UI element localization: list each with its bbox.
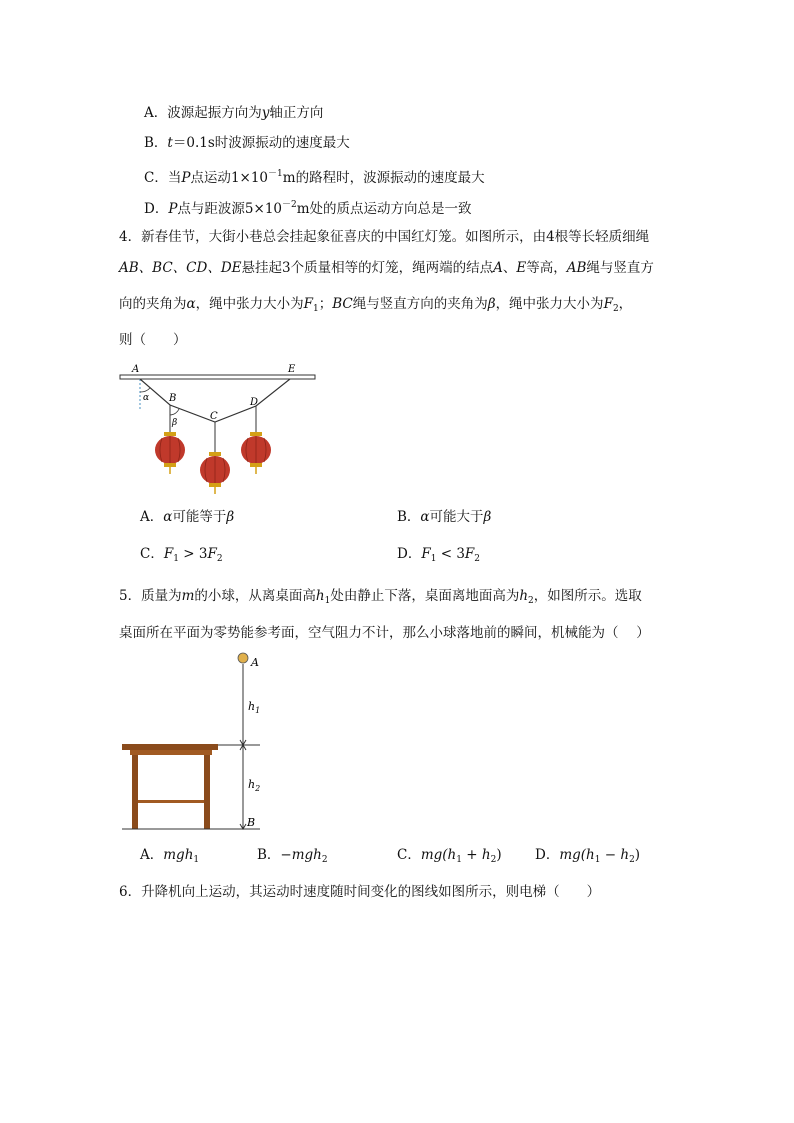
q4-option-d[interactable]: D．$F_1 < 3F_2$ bbox=[397, 546, 481, 564]
q3-option-c[interactable]: C．当P点运动$1\times 10^{-1}m$的路程时，波源振动的速度最大 bbox=[144, 169, 485, 186]
label-h2: $h_2$ bbox=[248, 778, 261, 793]
table-apron bbox=[130, 750, 212, 755]
label-a: A bbox=[251, 656, 259, 669]
label-h1: $h_1$ bbox=[248, 700, 261, 715]
q5-option-d[interactable]: D．$mg(h_1 - h_2)$ bbox=[535, 847, 641, 865]
q5-stem-line1: 5．质量为m的小球，从离桌面高$h_1$处由静止下落，桌面离地面高为$h_2$，如图所示。选取 bbox=[119, 588, 642, 606]
q4-stem-line4: 则（ ） bbox=[119, 332, 187, 348]
alpha-arc bbox=[140, 388, 150, 392]
label-a: A bbox=[132, 364, 140, 375]
table-rail bbox=[138, 800, 204, 803]
label-c: C bbox=[210, 411, 218, 422]
ceiling-beam bbox=[120, 375, 315, 379]
q5-option-c[interactable]: C．$mg(h_1 + h_2)$ bbox=[397, 847, 502, 865]
label-beta: β bbox=[172, 418, 178, 428]
falling-ball-figure bbox=[120, 648, 280, 838]
label-b: B bbox=[247, 816, 256, 829]
label-e: E bbox=[288, 364, 296, 375]
beta-arc bbox=[170, 409, 179, 415]
q3-option-a[interactable]: A．波源起振方向为y轴正方向 bbox=[144, 105, 324, 121]
q4-stem-line1: 4．新春佳节，大街小巷总会挂起象征喜庆的中国红灯笼。如图所示，由4根等长轻质细绳 bbox=[119, 229, 650, 245]
q4-stem-line2: AB、BC、CD、DE悬挂起3个质量相等的灯笼，绳两端的结点A、E等高，AB绳与竖直方 bbox=[119, 260, 654, 276]
lantern-middle bbox=[200, 452, 230, 494]
table-top bbox=[122, 744, 218, 750]
lantern-left bbox=[155, 432, 185, 474]
q3-option-d[interactable]: D．P点与距波源$5\times 10^{-2}m$处的质点运动方向总是一致 bbox=[144, 200, 472, 217]
q3-option-b[interactable]: B．t＝0.1s时波源振动的速度最大 bbox=[144, 135, 350, 151]
label-alpha: α bbox=[143, 393, 150, 403]
q4-option-b[interactable]: B．α可能大于β bbox=[397, 509, 492, 525]
lantern-figure bbox=[118, 360, 318, 500]
label-b: B bbox=[169, 393, 177, 404]
q4-option-c[interactable]: C．$F_1 > 3F_2$ bbox=[140, 546, 223, 564]
q6-stem-line1: 6．升降机向上运动，其运动时速度随时间变化的图线如图所示，则电梯（ ） bbox=[119, 884, 601, 900]
q5-option-a[interactable]: A．mgh$_1$ bbox=[140, 847, 200, 865]
q5-option-b[interactable]: B．−mgh$_2$ bbox=[257, 847, 328, 865]
table-leg-right bbox=[204, 755, 210, 829]
q4-option-a[interactable]: A．α可能等于β bbox=[140, 509, 235, 525]
ball bbox=[238, 653, 248, 663]
q5-stem-line2: 桌面所在平面为零势能参考面，空气阻力不计，那么小球落地前的瞬间，机械能为（ ） bbox=[119, 625, 650, 641]
table-leg-left bbox=[132, 755, 138, 829]
lantern-right bbox=[241, 432, 271, 474]
q4-stem-line3: 向的夹角为α，绳中张力大小为$F_1$；BC绳与竖直方向的夹角为β，绳中张力大小为$F_2$， bbox=[119, 296, 633, 314]
label-d: D bbox=[250, 397, 259, 408]
